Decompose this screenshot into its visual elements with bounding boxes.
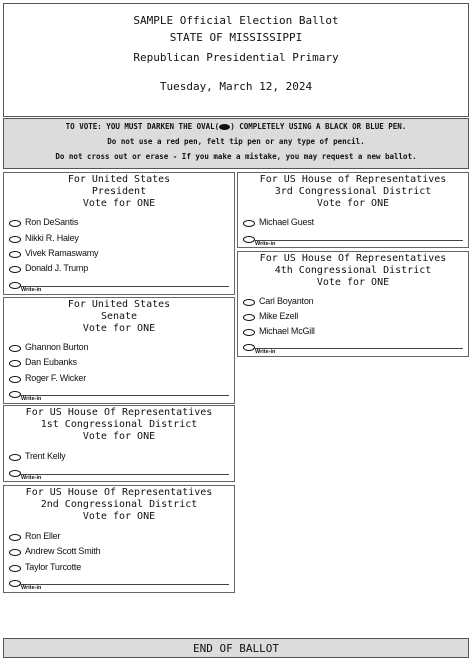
oval[interactable] bbox=[9, 251, 21, 258]
write-in-line[interactable] bbox=[19, 474, 229, 475]
ballot-header bbox=[3, 3, 469, 117]
write-in-line[interactable] bbox=[19, 395, 229, 396]
oval[interactable] bbox=[9, 534, 21, 541]
race-district-3: For US House of Representatives 3rd Congressional District Vote for ONE Michael Guest Write-in bbox=[237, 172, 469, 248]
oval[interactable] bbox=[9, 266, 21, 273]
race-title: For US House Of Representatives bbox=[25, 407, 213, 418]
race-president: For United States President Vote for ONE Ron DeSantis Nikki R. Haley Vivek Ramaswamy Donald J. Trump Write-in bbox=[3, 172, 235, 295]
race-title: For US House of Representatives bbox=[259, 174, 447, 185]
oval[interactable] bbox=[243, 299, 255, 306]
race-district-1: For US House Of Representatives 1st Congressional District Vote for ONE Trent Kelly Write-in bbox=[3, 405, 235, 482]
write-in-line[interactable] bbox=[19, 584, 229, 585]
oval[interactable] bbox=[9, 549, 21, 556]
race-title: For United States bbox=[67, 174, 171, 185]
election-name: Republican Presidential Primary bbox=[133, 51, 339, 64]
write-in-line[interactable] bbox=[253, 348, 463, 349]
oval[interactable] bbox=[9, 376, 21, 383]
write-in-label: Write-in bbox=[21, 396, 42, 402]
write-in-label: Write-in bbox=[255, 241, 276, 247]
oval[interactable] bbox=[243, 329, 255, 336]
oval[interactable] bbox=[9, 220, 21, 227]
write-in-label: Write-in bbox=[21, 287, 42, 293]
state-name: STATE OF MISSISSIPPI bbox=[169, 31, 303, 44]
ballot-title: SAMPLE Official Election Ballot bbox=[133, 14, 339, 27]
oval[interactable] bbox=[243, 314, 255, 321]
election-date: Tuesday, March 12, 2024 bbox=[159, 80, 313, 93]
oval[interactable] bbox=[9, 236, 21, 243]
race-district-4: For US House Of Representatives 4th Congressional District Vote for ONE Carl Boyanton Mike Ezell Michael McGill Write-in bbox=[237, 251, 469, 357]
race-senate: For United States Senate Vote for ONE Ghannon Burton Dan Eubanks Roger F. Wicker Write-in bbox=[3, 297, 235, 404]
end-of-ballot: END OF BALLOT bbox=[3, 638, 469, 658]
race-title: For United States bbox=[67, 299, 171, 310]
oval[interactable] bbox=[9, 565, 21, 572]
oval[interactable] bbox=[9, 454, 21, 461]
race-office: Senate bbox=[100, 311, 138, 322]
vote-for: Vote for ONE bbox=[82, 431, 156, 442]
oval[interactable] bbox=[9, 360, 21, 367]
instruction-line-3: Do not cross out or erase - If you make a mistake, you may request a new ballot. bbox=[55, 152, 417, 161]
race-office: 3rd Congressional District bbox=[274, 186, 432, 197]
write-in-line[interactable] bbox=[253, 240, 463, 241]
oval[interactable] bbox=[9, 345, 21, 352]
vote-for: Vote for ONE bbox=[82, 511, 156, 522]
race-office: 4th Congressional District bbox=[274, 265, 432, 276]
vote-for: Vote for ONE bbox=[316, 198, 390, 209]
vote-for: Vote for ONE bbox=[82, 198, 156, 209]
write-in-label: Write-in bbox=[21, 475, 42, 481]
race-office: President bbox=[91, 186, 147, 197]
race-title: For US House Of Representatives bbox=[259, 253, 447, 264]
race-office: 1st Congressional District bbox=[40, 419, 198, 430]
race-district-2: For US House Of Representatives 2nd Congressional District Vote for ONE Ron Eller Andrew Scott Smith Taylor Turcotte Write-in bbox=[3, 485, 235, 593]
race-title: For US House Of Representatives bbox=[25, 487, 213, 498]
write-in-label: Write-in bbox=[255, 349, 276, 355]
instruction-line-1: TO VOTE: YOU MUST DARKEN THE OVAL( ) COMPLETELY USING A BLACK OR BLUE PEN. bbox=[65, 122, 407, 131]
write-in-line[interactable] bbox=[19, 286, 229, 287]
vote-for: Vote for ONE bbox=[82, 323, 156, 334]
write-in-label: Write-in bbox=[21, 585, 42, 591]
voting-instructions bbox=[3, 118, 469, 169]
vote-for: Vote for ONE bbox=[316, 277, 390, 288]
oval[interactable] bbox=[243, 220, 255, 227]
race-office: 2nd Congressional District bbox=[40, 499, 198, 510]
filled-oval-icon bbox=[219, 124, 230, 130]
instruction-line-2: Do not use a red pen, felt tip pen or any type of pencil. bbox=[107, 137, 365, 146]
